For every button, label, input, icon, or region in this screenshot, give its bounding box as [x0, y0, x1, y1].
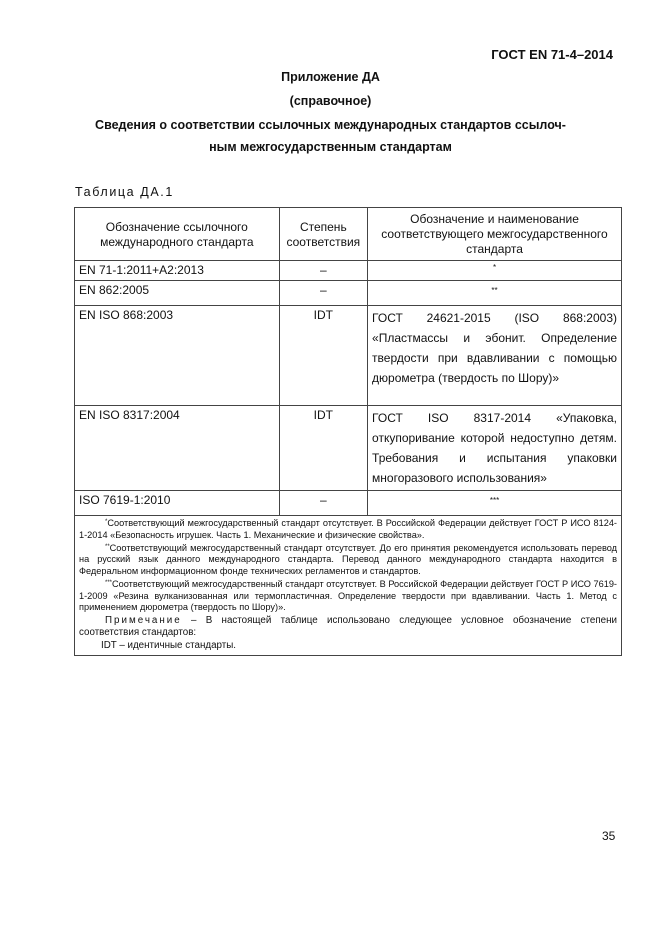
row-degree: IDT	[279, 306, 367, 406]
table-row	[75, 306, 622, 406]
correspondence-table	[74, 207, 622, 656]
row-degree: –	[279, 491, 367, 516]
row-degree: –	[279, 261, 367, 281]
row-code: ISO 7619-1:2010	[75, 491, 280, 516]
table-row	[75, 406, 622, 491]
footnote-1-text: Соответствующий межгосударственный стандарт отсутствует. В Российской Федерации действует ГОСТ Р ИСО 8124-1-2014 «Безопасность игрушек. Часть 1. Механические и физические свойства».	[79, 518, 617, 540]
footnote-3-text: Соответствующий межгосударственный стандарт отсутствует. В Российской Федерации действует ГОСТ Р ИСО 7619-1-2009 «Резина вулканизованная или термопластичная. Определение твердости при вдавливании. Часть 1. Метод с применением дюрометра (твердость по Шору)».	[79, 578, 617, 613]
row-code: EN ISO 868:2003	[75, 306, 280, 406]
header-international-standard: Обозначение ссылочного международного стандарта	[75, 208, 280, 261]
footnote-2-mark: **	[105, 543, 110, 550]
row-degree: –	[279, 281, 367, 306]
idt-definition: IDT – идентичные стандарты.	[101, 639, 237, 651]
standard-code: ГОСТ EN 71-4–2014	[491, 47, 613, 62]
footnote-1-mark: *	[105, 519, 108, 525]
note-label: Примечание	[105, 615, 182, 627]
section-title-line1: Сведения о соответствии ссылочных международных стандартов ссылоч-	[95, 118, 566, 132]
row-code: EN 862:2005	[75, 281, 280, 306]
footnote-3-mark: ***	[105, 579, 113, 586]
footnote-2-text: Соответствующий межгосударственный стандарт отсутствует. До его принятия рекомендуется использовать перевод на русский язык данного международного стандарта. Перевод данного международного стандарта находится в Федеральном информационном фонде технических регламентов и стандартов.	[79, 542, 617, 576]
row-name: **	[368, 281, 622, 306]
table-caption: Таблица ДА.1	[75, 185, 174, 199]
row-name: ГОСТ 24621-2015 (ISO 868:2003) «Пластмассы и эбонит. Определение твердости при вдавливании с помощью дюрометра (твердость по Шору)»	[368, 306, 622, 406]
row-code: EN 71-1:2011+A2:2013	[75, 261, 280, 281]
appendix-type: (справочное)	[289, 94, 372, 108]
table-header-row	[75, 208, 622, 261]
note	[79, 615, 617, 638]
header-degree: Степень соответствия	[279, 208, 367, 261]
row-name: ***	[368, 491, 622, 516]
table-row	[75, 261, 622, 281]
footnotes-cell	[75, 516, 622, 656]
row-name: *	[368, 261, 622, 281]
footnote-1	[79, 518, 617, 541]
note-text: – В настоящей таблице использовано следующее условное обозначение степени соответствия стандартов:	[79, 615, 617, 638]
footnotes-row	[75, 516, 622, 656]
table-row	[75, 491, 622, 516]
appendix-title: Приложение ДА	[281, 70, 380, 84]
row-degree: IDT	[279, 406, 367, 491]
section-title-line2: ным межгосударственным стандартам	[209, 140, 452, 154]
row-name: ГОСТ ISO 8317-2014 «Упаковка, откупоривание которой недоступно детям. Требования и испытания упаковки многоразового использования»	[368, 406, 622, 491]
page-number: 35	[602, 829, 616, 843]
row-code: EN ISO 8317:2004	[75, 406, 280, 491]
header-interstate-standard: Обозначение и наименование соответствующего межгосударственного стандарта	[368, 208, 622, 261]
footnote-3	[79, 579, 617, 614]
table-row	[75, 281, 622, 306]
footnote-2	[79, 543, 617, 578]
